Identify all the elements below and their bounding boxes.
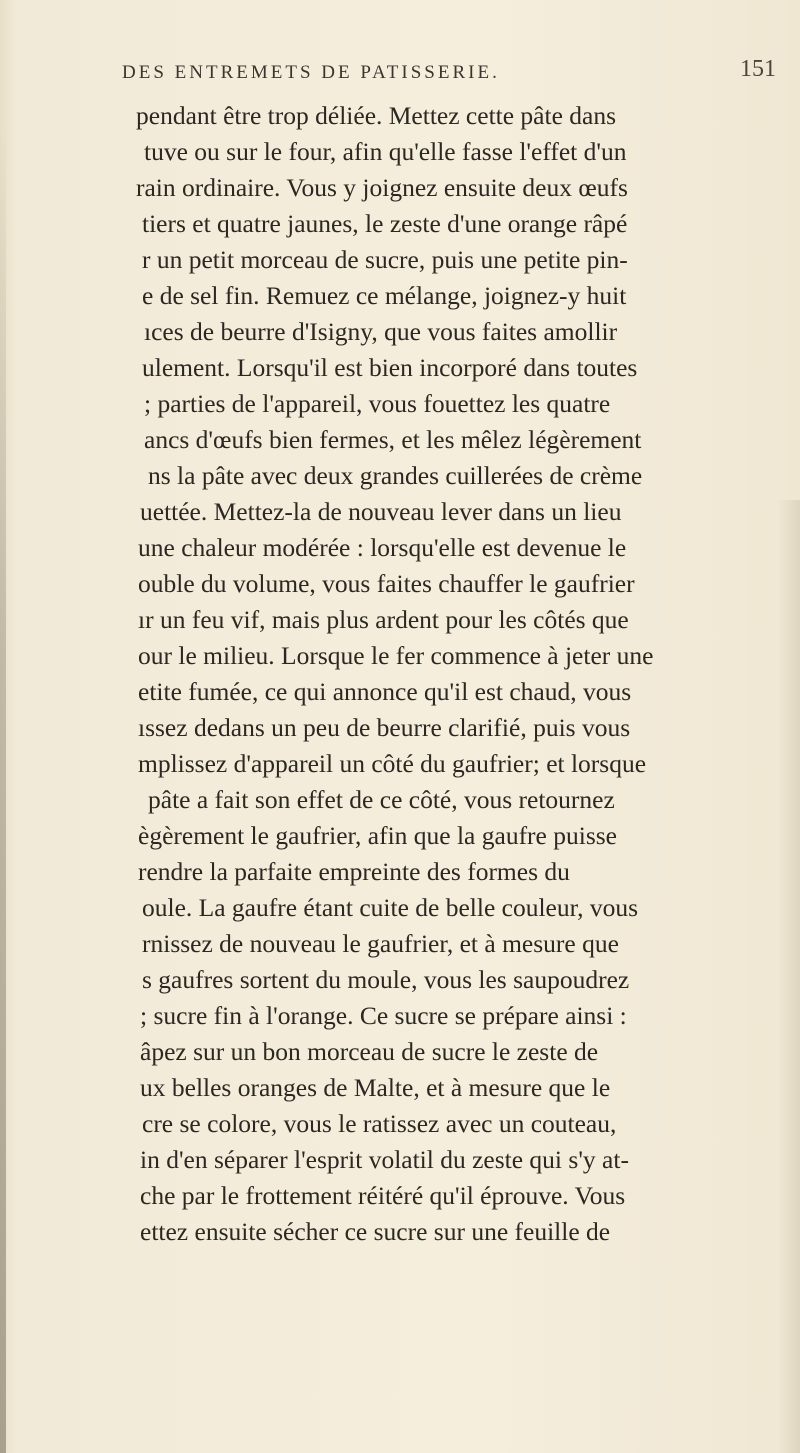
text-line: in d'en séparer l'esprit volatil du zeste qui s'y at- bbox=[140, 1145, 629, 1174]
text-line: mplissez d'appareil un côté du gaufrier; et lorsque bbox=[138, 749, 647, 778]
text-line: ; sucre fin à l'orange. Ce sucre se prépare ainsi : bbox=[140, 1001, 627, 1030]
text-line: tuve ou sur le four, afin qu'elle fasse l'effet d'un bbox=[144, 137, 627, 166]
text-line: une chaleur modérée : lorsqu'elle est devenue le bbox=[138, 533, 627, 562]
text-line: ègèrement le gaufrier, afin que la gaufre puisse bbox=[138, 821, 617, 850]
text-line: ıces de beurre d'Isigny, que vous faites amollir bbox=[144, 317, 618, 346]
page-binding-edge bbox=[0, 120, 6, 1453]
text-line: âpez sur un bon morceau de sucre le zeste de bbox=[140, 1037, 599, 1066]
text-line: ettez ensuite sécher ce sucre sur une feuille de bbox=[140, 1217, 611, 1246]
text-line: ouble du volume, vous faites chauffer le gaufrier bbox=[138, 569, 635, 598]
text-line: ux belles oranges de Malte, et à mesure que le bbox=[140, 1073, 611, 1102]
text-line: e de sel fin. Remuez ce mélange, joignez-y huit bbox=[142, 281, 627, 310]
text-line: etite fumée, ce qui annonce qu'il est chaud, vous bbox=[138, 677, 632, 706]
text-line: pendant être trop déliée. Mettez cette pâte dans bbox=[136, 101, 617, 130]
text-line: ancs d'œufs bien fermes, et les mêlez légèrement bbox=[144, 425, 642, 454]
text-line: ulement. Lorsqu'il est bien incorporé dans toutes bbox=[142, 353, 638, 382]
text-line: oule. La gaufre étant cuite de belle couleur, vous bbox=[142, 893, 639, 922]
text-line: pâte a fait son effet de ce côté, vous retournez bbox=[148, 785, 615, 814]
text-line: ıssez dedans un peu de beurre clarifié, puis vous bbox=[138, 713, 631, 742]
text-line: uettée. Mettez-la de nouveau lever dans un lieu bbox=[140, 497, 622, 526]
text-line: rendre la parfaite empreinte des formes du bbox=[138, 857, 570, 886]
text-line: ns la pâte avec deux grandes cuillerées de crème bbox=[148, 461, 643, 490]
text-line: r un petit morceau de sucre, puis une petite pin- bbox=[142, 245, 628, 274]
text-line: ; parties de l'appareil, vous fouettez les quatre bbox=[144, 389, 611, 418]
text-line: s gaufres sortent du moule, vous les saupoudrez bbox=[142, 965, 630, 994]
page-shadow bbox=[778, 500, 800, 1453]
text-line: tiers et quatre jaunes, le zeste d'une orange râpé bbox=[142, 209, 628, 238]
text-line: cre se colore, vous le ratissez avec un couteau, bbox=[142, 1109, 617, 1138]
text-line: che par le frottement réitéré qu'il éprouve. Vous bbox=[140, 1181, 626, 1210]
text-line: rain ordinaire. Vous y joignez ensuite deux œufs bbox=[136, 173, 628, 202]
page-number: 151 bbox=[740, 56, 776, 82]
text-line: rnissez de nouveau le gaufrier, et à mesure que bbox=[142, 929, 619, 958]
text-line: our le milieu. Lorsque le fer commence à jeter une bbox=[138, 641, 654, 670]
text-line: ır un feu vif, mais plus ardent pour les côtés que bbox=[138, 605, 629, 634]
running-head: DES ENTREMETS DE PATISSERIE. bbox=[122, 62, 500, 83]
